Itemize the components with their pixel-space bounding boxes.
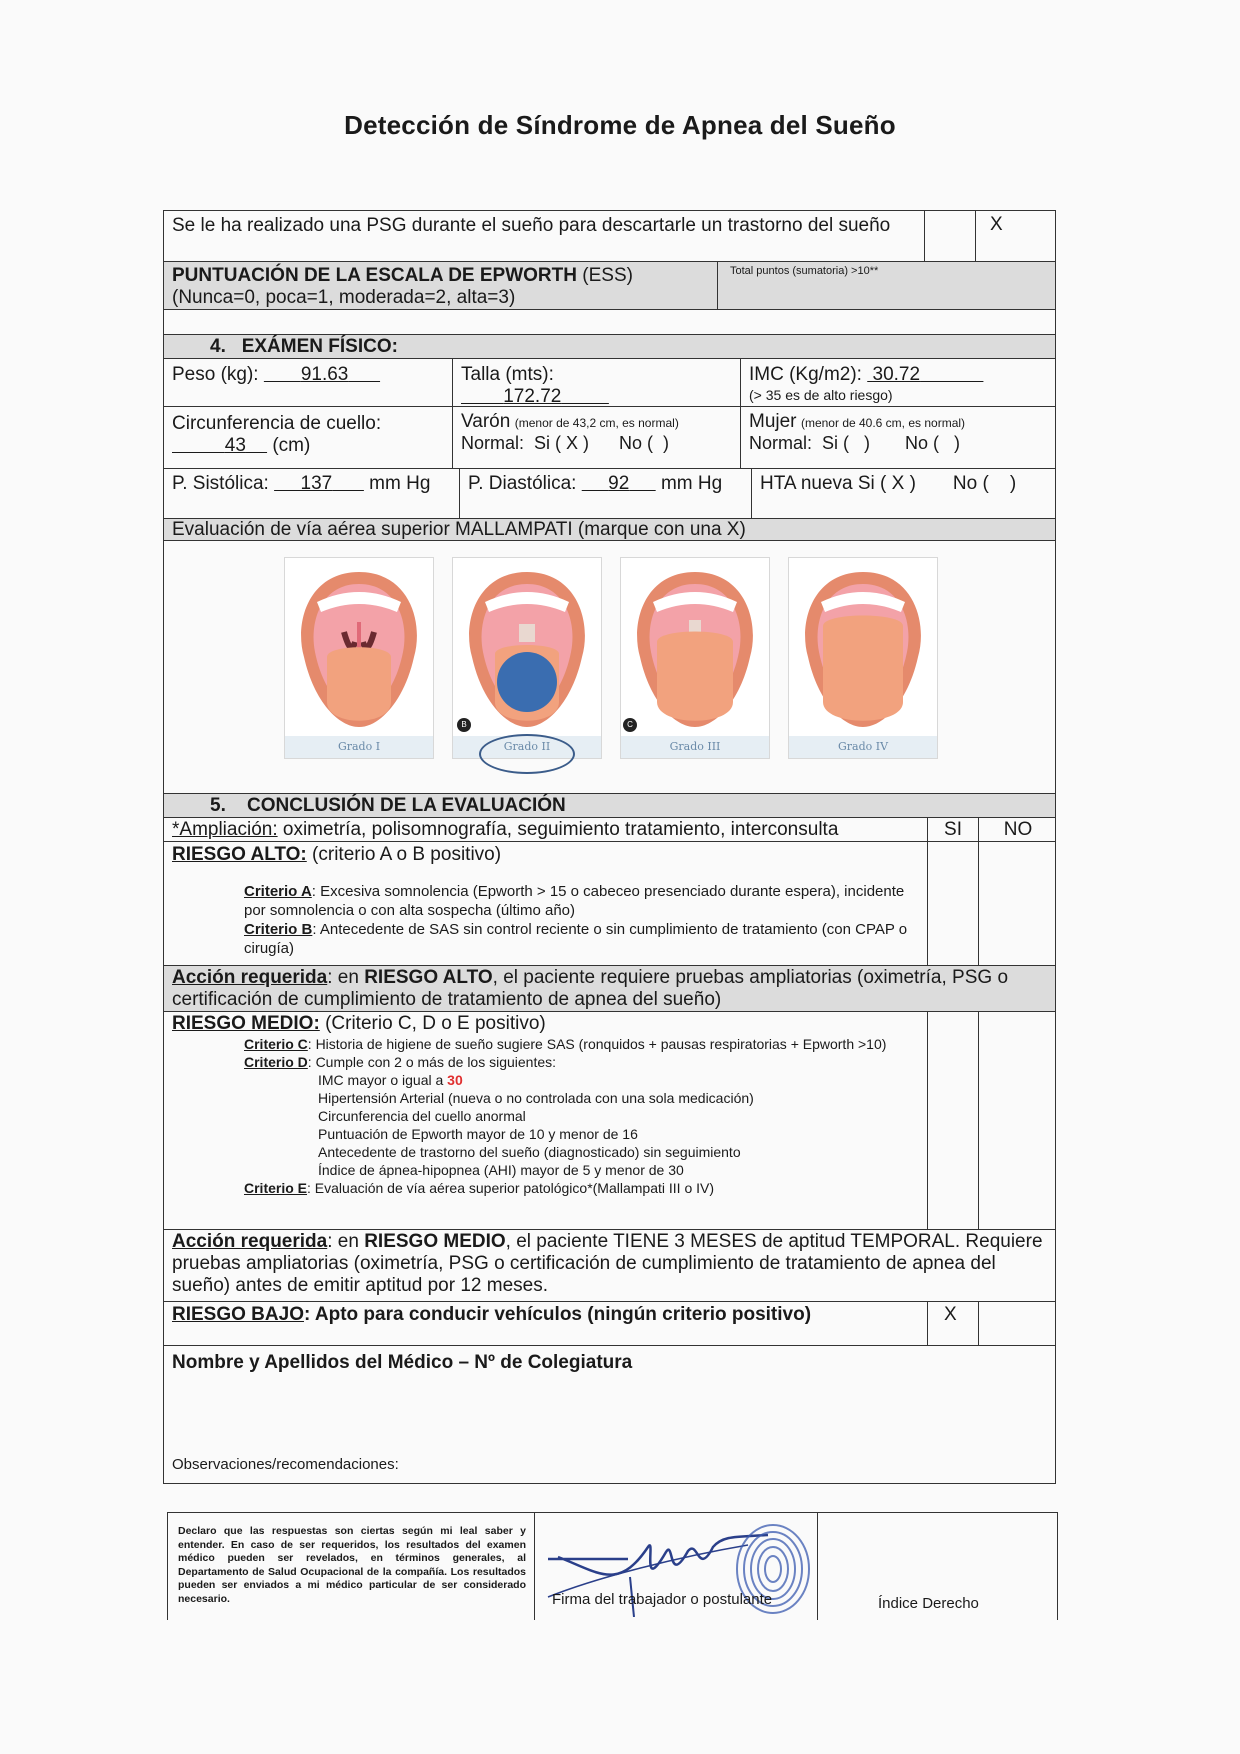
si-header: SI [927, 818, 978, 841]
accion-alto-pre: : en [327, 967, 365, 988]
mujer-label: Mujer [749, 411, 797, 432]
riesgo-medio-label: RIESGO MEDIO: [172, 1013, 320, 1034]
mallampati-images-row [163, 541, 1056, 794]
criterio-d-item: Antecedente de trastorno del sueño (diagnosticado) sin seguimiento [318, 1144, 741, 1160]
footer-divider [534, 1513, 535, 1620]
accion-medio-row [163, 1230, 1056, 1302]
sistolica-cell[interactable] [164, 469, 459, 518]
cuello-label: Circunferencia de cuello: [172, 413, 382, 434]
talla-label: Talla (mts): [461, 364, 554, 385]
presion-row [163, 469, 1056, 519]
criterio-e-label: Criterio E [244, 1180, 308, 1196]
riesgo-bajo-text: : Apto para conducir vehículos (ningún criterio positivo) [303, 1304, 812, 1325]
marker-b: B [457, 718, 471, 732]
accion-alto-bold: RIESGO ALTO [364, 967, 493, 988]
criterio-b-text: : Antecedente de SAS sin control reciente o sin cumplimiento de tratamiento (con CPAP o cirugía) [244, 921, 908, 957]
epworth-label-cell [164, 262, 717, 309]
criterio-d-imc: IMC mayor o igual a [318, 1072, 448, 1088]
marker-c: C [623, 718, 637, 732]
page-title: Detección de Síndrome de Apnea del Sueño [344, 110, 896, 140]
epworth-total-label: Total puntos (sumatoria) >10** [730, 265, 879, 277]
criterio-a-text: : Excesiva somnolencia (Epworth > 15 o cabeceo presenciado durante espera), incidente por somnolencia o con alta sospecha (último año) [244, 883, 905, 919]
no-header: NO [978, 818, 1057, 841]
exam-heading-text: EXÁMEN FÍSICO: [241, 336, 398, 357]
peso-talla-imc-row [163, 359, 1056, 407]
hta-cell[interactable] [751, 469, 1057, 518]
epworth-row [163, 262, 1056, 310]
psg-si-cell[interactable] [924, 211, 975, 261]
observaciones-label: Observaciones/recomendaciones: [172, 1456, 399, 1473]
accion-alto-text: , el paciente requiere pruebas ampliatorias (oximetría, PSG o certificación de cumplimiento de tratamiento de apnea del sueño) [172, 967, 1009, 1010]
form-table [163, 210, 1056, 1484]
epworth-scale: (Nunca=0, poca=1, moderada=2, alta=3) [172, 287, 516, 308]
exam-heading-row [163, 335, 1056, 359]
cuello-cell[interactable] [164, 407, 452, 468]
peso-cell[interactable] [164, 359, 452, 406]
riesgo-medio-no[interactable] [978, 1012, 1057, 1229]
riesgo-medio-si[interactable] [927, 1012, 978, 1229]
ampliacion-text: oximetría, polisomnografía, seguimiento tratamiento, interconsulta [277, 819, 839, 840]
accion-alto-row [163, 966, 1056, 1012]
declaration-text: Declaro que las respuestas son ciertas según mi leal saber y entender. En caso de ser requeridos, los resultados del examen médico pueden ser revelados, en términos generales, al Departamento de Salud Ocupacional de la compañía. Los resultados pueden ser enviados a mi médico particular de ser considerado necesario. [178, 1525, 526, 1605]
criterio-d-item: Circunferencia del cuello anormal [318, 1108, 526, 1124]
mujer-normal: Normal: Si ( ) No ( ) [749, 433, 961, 453]
varon-cell[interactable] [452, 407, 740, 468]
peso-value: 91.63 [300, 364, 349, 385]
cuello-row [163, 407, 1056, 469]
criterio-d-item: Puntuación de Epworth mayor de 10 y menor de 16 [318, 1126, 638, 1142]
diastolica-cell[interactable] [459, 469, 751, 518]
accion-alto-label: Acción requerida [172, 967, 328, 988]
footer-signature-box [167, 1512, 1058, 1620]
ampliacion-label: *Ampliación: [172, 819, 278, 840]
psg-no-cell[interactable] [975, 211, 1057, 261]
mallampati-grade-2[interactable] [452, 557, 602, 759]
accion-medio-bold: RIESGO MEDIO [364, 1231, 506, 1252]
riesgo-bajo-row [163, 1302, 1056, 1346]
criterio-c-label: Criterio C [244, 1036, 308, 1052]
riesgo-bajo-cell [164, 1302, 927, 1345]
imc-label: IMC (Kg/m2): [749, 364, 862, 385]
riesgo-bajo-mark: X [944, 1304, 957, 1325]
mallampati-grade-1[interactable] [284, 557, 434, 759]
conclusion-heading-row [163, 794, 1056, 818]
accion-alto-cell [164, 966, 1055, 1011]
grade-2-caption: Grado II [453, 736, 601, 758]
mouth-grade-1-icon [289, 562, 429, 732]
psg-row [163, 210, 1056, 262]
criterio-c-text: : Historia de higiene de sueño sugiere SAS (ronquidos + pausas respiratorias + Epworth >10) [307, 1036, 887, 1052]
sistolica-value: 137 [300, 473, 333, 494]
grade-3-caption: Grado III [621, 736, 769, 758]
accion-medio-label: Acción requerida [172, 1231, 328, 1252]
exam-heading-num: 4. [210, 336, 226, 357]
epworth-abbr: (ESS) [582, 265, 633, 286]
mallampati-grades [284, 557, 938, 759]
diastolica-label: P. Diastólica: [468, 473, 577, 494]
blank-row [163, 310, 1056, 335]
accion-medio-cell [164, 1230, 1055, 1301]
mouth-grade-4-icon [793, 562, 933, 732]
riesgo-alto-row [163, 842, 1056, 966]
exam-heading [164, 335, 406, 358]
sistolica-unit: mm Hg [369, 473, 431, 494]
varon-note: (menor de 43,2 cm, es normal) [514, 416, 679, 430]
ampliacion-cell [164, 818, 927, 841]
imc-value: 30.72 [872, 364, 921, 385]
riesgo-alto-si[interactable] [927, 842, 978, 965]
medico-row [163, 1346, 1056, 1484]
conclusion-heading-num: 5. [210, 795, 226, 816]
mallampati-grade-4[interactable] [788, 557, 938, 759]
imc-cell[interactable] [740, 359, 1057, 406]
riesgo-alto-label: RIESGO ALTO: [172, 844, 307, 865]
hta-label: HTA nueva Si ( X ) No ( ) [760, 473, 1017, 494]
peso-label: Peso (kg): [172, 364, 259, 385]
grade-4-caption: Grado IV [789, 736, 937, 758]
riesgo-alto-no[interactable] [978, 842, 1057, 965]
riesgo-alto-cell [164, 842, 927, 965]
firma-label: Firma del trabajador o postulante [552, 1591, 773, 1608]
psg-question: Se le ha realizado una PSG durante el sueño para descartarle un trastorno del sueño [172, 215, 891, 236]
talla-cell[interactable] [452, 359, 740, 406]
diastolica-unit: mm Hg [660, 473, 723, 494]
mujer-note: (menor de 40.6 cm, es normal) [800, 416, 966, 430]
accion-medio-text: , el paciente TIENE 3 MESES de aptitud TEMPORAL. Requiere pruebas ampliatorias (oximetría, PSG o certificación de cumplimiento de tratamiento de apnea del sueño) antes de emitir aptitud por 12 meses. [172, 1231, 1043, 1296]
conclusion-heading-text: CONCLUSIÓN DE LA EVALUACIÓN [246, 795, 566, 816]
medico-label: Nombre y Apellidos del Médico – Nº de Colegiatura [172, 1352, 633, 1373]
criterio-d-item: Hipertensión Arterial (nueva o no controlada con una sola medicación) [318, 1090, 754, 1106]
riesgo-bajo-si[interactable] [927, 1302, 978, 1345]
criterio-b-label: Criterio B [244, 921, 313, 938]
grade-2-selection-circle [479, 734, 575, 774]
criterio-d-label: Criterio D [244, 1054, 308, 1070]
riesgo-bajo-no[interactable] [978, 1302, 1057, 1345]
criterio-d-imc-value: 30 [447, 1072, 463, 1088]
criterio-a-label: Criterio A [244, 883, 312, 900]
riesgo-medio-row [163, 1012, 1056, 1230]
riesgo-bajo-label: RIESGO BAJO [172, 1304, 304, 1325]
riesgo-alto-text: (criterio A o B positivo) [306, 844, 502, 865]
talla-value: 172.72 [503, 386, 562, 407]
criterio-d-item: Índice de ápnea-hipopnea (AHI) mayor de 5 y menor de 30 [318, 1162, 684, 1178]
psg-no-mark: X [990, 214, 1003, 235]
mallampati-label-row [163, 519, 1056, 541]
mallampati-grade-3[interactable] [620, 557, 770, 759]
mouth-grade-3-icon [625, 562, 765, 732]
criterio-d-text: : Cumple con 2 o más de los siguientes: [307, 1054, 557, 1070]
indice-label: Índice Derecho [878, 1595, 979, 1612]
mujer-cell[interactable] [740, 407, 1057, 468]
cuello-unit: (cm) [272, 435, 311, 456]
riesgo-medio-text: (Criterio C, D o E positivo) [319, 1013, 546, 1034]
mouth-grade-2-icon [457, 562, 597, 732]
conclusion-heading [164, 794, 574, 817]
riesgo-medio-cell [164, 1012, 927, 1229]
cuello-value: 43 [224, 435, 246, 456]
grade-1-caption: Grado I [285, 736, 433, 758]
epworth-label: PUNTUACIÓN DE LA ESCALA DE EPWORTH [172, 265, 577, 286]
varon-normal: Normal: Si ( X ) No ( ) [461, 433, 670, 453]
sistolica-label: P. Sistólica: [172, 473, 269, 494]
accion-medio-pre: : en [327, 1231, 365, 1252]
imc-note: (> 35 es de alto riesgo) [749, 387, 893, 403]
criterio-e-text: : Evaluación de vía aérea superior patológico*(Mallampati III o IV) [307, 1180, 715, 1196]
epworth-total-cell[interactable] [717, 262, 1057, 309]
mallampati-label: Evaluación de vía aérea superior MALLAMPATI (marque con una X) [172, 519, 746, 540]
ampliacion-row [163, 818, 1056, 842]
varon-label: Varón [461, 411, 511, 432]
diastolica-value: 92 [608, 473, 630, 494]
